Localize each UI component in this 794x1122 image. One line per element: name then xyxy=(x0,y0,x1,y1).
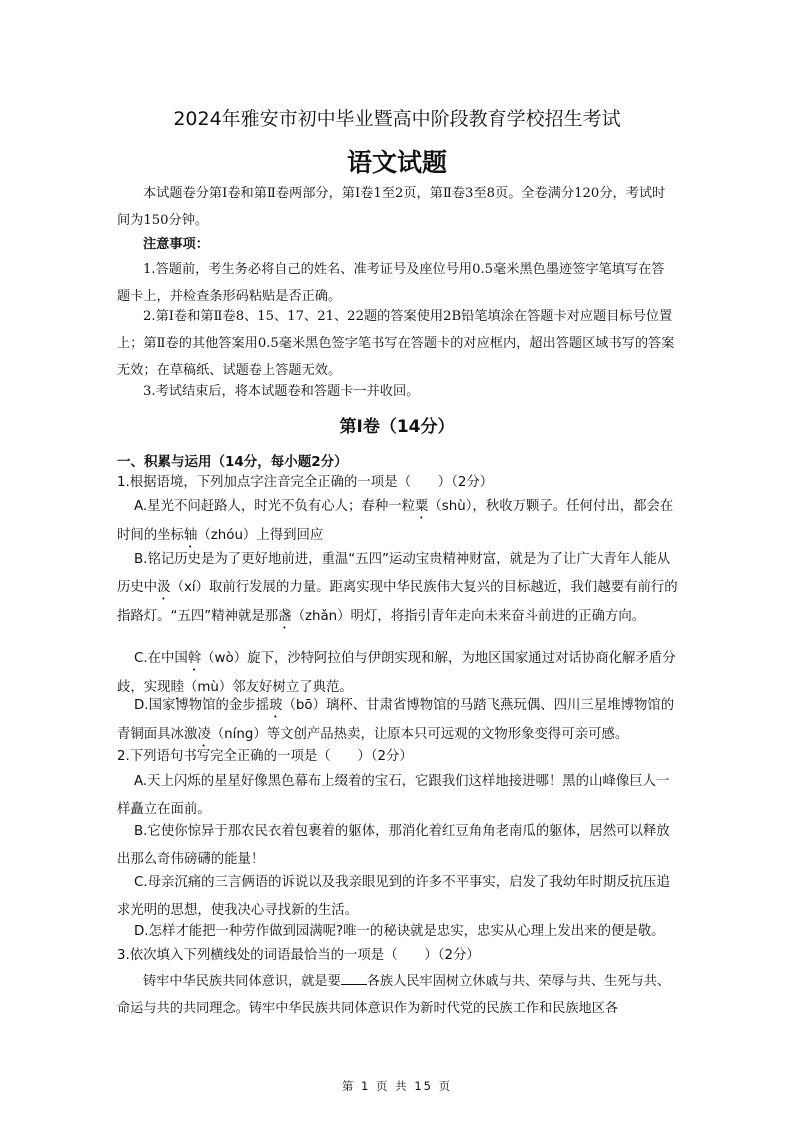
option-text: B.铭记历史是为了更好地前进，重温“五四”运动宝贵精神财富，就是为了让广大青年人能从历史中 xyxy=(117,552,671,595)
question-3-stem: 3.依次填入下列横线处的词语最恰当的一项是（ ）（2分） xyxy=(117,948,480,963)
question-1-stem: 1.根据语境，下列加点字注音完全正确的一项是（ ）（2分） xyxy=(117,475,494,490)
dotted-char: 凌 xyxy=(197,727,211,742)
question-2-option-a: A.天上闪烁的星星好像黑色幕布上缀着的宝石，它跟我们这样地接进哪！黑的山峰像巨人一样矗立在面前。 xyxy=(117,774,670,817)
option-text: （shù），秋收万颗子。任何付出，都会在时间的坐标 xyxy=(117,499,674,543)
dotted-char: 粟 xyxy=(415,499,429,514)
part-title: 一、积累与运用（14分，每小题2分） xyxy=(117,454,348,470)
option-text: （bō）璃杯、甘肃省博物馆的马踏飞燕玩偶、四川三星堆博物馆的青铜面具冰激 xyxy=(117,698,675,742)
fill-blank xyxy=(341,972,367,985)
option-text: A.星光不问赶路人，时光不负有心人；春种一粒 xyxy=(134,499,415,514)
option-text: （wò）旋下，沙特阿拉伯与伊朗实现和解，为地区国家通过对话协商化解矛盾分歧，实现 xyxy=(117,651,676,695)
note-item: 3.考试结束后，将本试题卷和答题卡一并收回。 xyxy=(143,384,420,399)
dotted-char: 汲 xyxy=(157,579,171,595)
option-text: （níng）等文创产品热卖，让原本只可远观的文物形象变得可亲可感。 xyxy=(210,727,629,742)
note-item: 2.第Ⅰ卷和第Ⅱ卷8、15、17、21、22题的答案使用2B铅笔填涂在答题卡对应题目标号位置上；第Ⅱ卷的其他答案用0.5毫米黑色签字笔书写在答题卡的对应框内，超出答题区域书写的答案无效；在草稿纸、试题卷上答题无效。 xyxy=(117,309,675,378)
option-text: （xí）取前行发展的力量。距离实现中华民族伟大复兴的目标越近，我们越要有前行的指路灯。“五四”精神就是那 xyxy=(117,579,678,624)
passage-text: 铸牢中华民族共同体意识，就是要 xyxy=(143,974,341,989)
dotted-char: 玻 xyxy=(269,698,283,713)
option-text: D.国家博物馆的金步摇 xyxy=(134,698,270,713)
intro-paragraph: 本试题卷分第Ⅰ卷和第Ⅱ卷两部分，第Ⅰ卷1至2页，第Ⅱ卷3至8页。全卷满分120分，考试时间为150分钟。 xyxy=(117,186,666,228)
dotted-char: 睦 xyxy=(170,680,184,695)
question-2-option-c: C.母亲沉痛的三言俩语的诉说以及我亲眼见到的许多不平事实，启发了我幼年时期反抗压追求光明的思想，使我决心寻找新的生活。 xyxy=(117,875,670,918)
option-text: （mù）邻友好树立了典范。 xyxy=(183,680,353,695)
exam-title: 2024年雅安市初中毕业暨高中阶段教育学校招生考试 xyxy=(173,108,621,130)
notes-heading: 注意事项： xyxy=(143,237,209,252)
subject-title: 语文试题 xyxy=(346,148,447,177)
question-3-passage xyxy=(117,968,679,1022)
question-1-option-b xyxy=(117,546,679,632)
section-title: 第Ⅰ卷（14分） xyxy=(339,417,455,437)
option-text: C.在中国 xyxy=(134,651,188,666)
option-text: （zhǎn）明灯，将指引青年走向未来奋斗前进的正确方向。 xyxy=(291,608,646,624)
passage-text: 各族人民牢固树立休戚与共、荣辱与共、生死与共、命运与共的共同理念。铸牢中华民族共同体意识作为新时代党的民族工作和民族地区各 xyxy=(117,974,671,1016)
question-1-option-d xyxy=(117,692,679,750)
question-1-option-a xyxy=(117,493,679,551)
question-2-option-b: B.它使你惊异于那农民衣着包裹着的躯体，那消化着红豆角角老南瓜的躯体，居然可以释放出那么奇伟磅礴的能量！ xyxy=(117,824,670,867)
page-number: 第 1 页 共 15 页 xyxy=(341,1079,453,1093)
dotted-char: 斡 xyxy=(187,651,202,666)
question-2-option-d: D.怎样才能把一种劳作做到园满呢?唯一的秘诀就是忠实，忠实从心理上发出来的便是敬。 xyxy=(134,924,665,939)
question-2-stem: 2.下列语句书写完全正确的一项是（ ）（2分） xyxy=(117,749,413,764)
dotted-char: 盏 xyxy=(278,608,292,624)
dotted-char: 轴 xyxy=(183,528,198,543)
note-item: 1.答题前，考生务必将自己的姓名、准考证号及座位号用0.5毫米黑色墨迹签字笔填写在答题卡上，并检查条形码粘贴是否正确。 xyxy=(117,262,665,304)
option-text: （zhóu）上得到回应 xyxy=(197,528,324,543)
